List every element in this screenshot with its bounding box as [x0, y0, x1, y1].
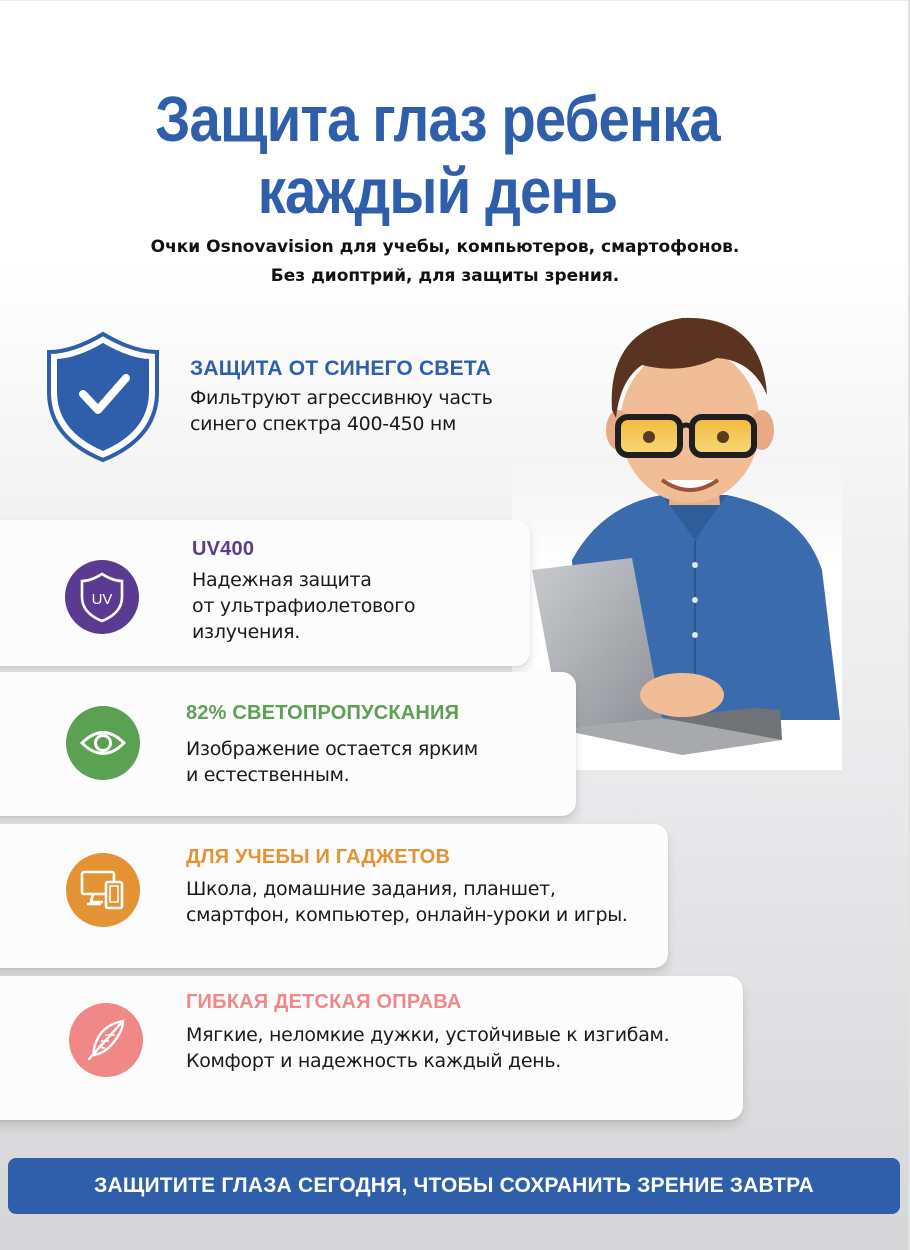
feature-uv-line-1: Надежная защита	[192, 569, 372, 591]
top-border	[0, 0, 910, 1]
feature-gadgets-line-1: Школа, домашние задания, планшет,	[186, 878, 556, 900]
devices-icon	[66, 853, 140, 927]
feature-uv-line-2: от ультрафиолетового	[192, 595, 416, 617]
feature-uv-title: UV400	[192, 538, 255, 560]
feature-frame-title: ГИБКАЯ ДЕТСКАЯ ОПРАВА	[186, 991, 462, 1013]
shield-check-icon	[45, 330, 161, 464]
feature-card-flexible-frame	[0, 976, 743, 1120]
feature-card-gadgets	[0, 824, 668, 968]
page-title-line-1: Защита глаз ребенка	[155, 83, 720, 155]
feature-transmission-title: 82% СВЕТОПРОПУСКАНИЯ	[186, 702, 460, 724]
page-title-line-2: каждый день	[257, 155, 618, 227]
feature-transmission-line-2: и естественным.	[186, 764, 350, 786]
feature-transmission-line-1: Изображение остается ярким	[186, 738, 478, 760]
subtitle-line-1: Очки Osnovavision для учебы, компьютеров, смартофонов.	[150, 237, 740, 257]
svg-text:UV: UV	[91, 591, 113, 608]
cta-banner[interactable]: ЗАЩИТИТЕ ГЛАЗА СЕГОДНЯ, ЧТОБЫ СОХРАНИТЬ ЗРЕНИЕ ЗАВТРА	[8, 1158, 900, 1214]
feature-uv-line-3: излучения.	[192, 621, 300, 643]
uv-shield-icon	[65, 560, 139, 634]
feature-gadgets-line-2: смартфон, компьютер, онлайн-уроки и игры.	[186, 904, 628, 926]
feature-frame-line-1: Мягкие, неломкие дужки, устойчивые к изгибам.	[186, 1024, 670, 1046]
subtitle-line-2: Без диоптрий, для защиты зрения.	[270, 266, 620, 286]
feature-blue-light-title: ЗАЩИТА ОТ СИНЕГО СВЕТА	[190, 357, 491, 380]
feature-card-uv	[0, 520, 530, 666]
feature-blue-light-line-1: Фильтруют агрессивнюу часть	[190, 387, 493, 409]
feature-blue-light-line-2: синего спектра 400-450 нм	[190, 413, 457, 435]
feature-frame-line-2: Комфорт и надежность каждый день.	[186, 1050, 562, 1072]
feature-card-transmission	[0, 672, 576, 816]
eye-icon	[66, 706, 140, 780]
feature-gadgets-title: ДЛЯ УЧЕБЫ И ГАДЖЕТОВ	[186, 846, 451, 868]
feather-icon	[69, 1003, 143, 1077]
